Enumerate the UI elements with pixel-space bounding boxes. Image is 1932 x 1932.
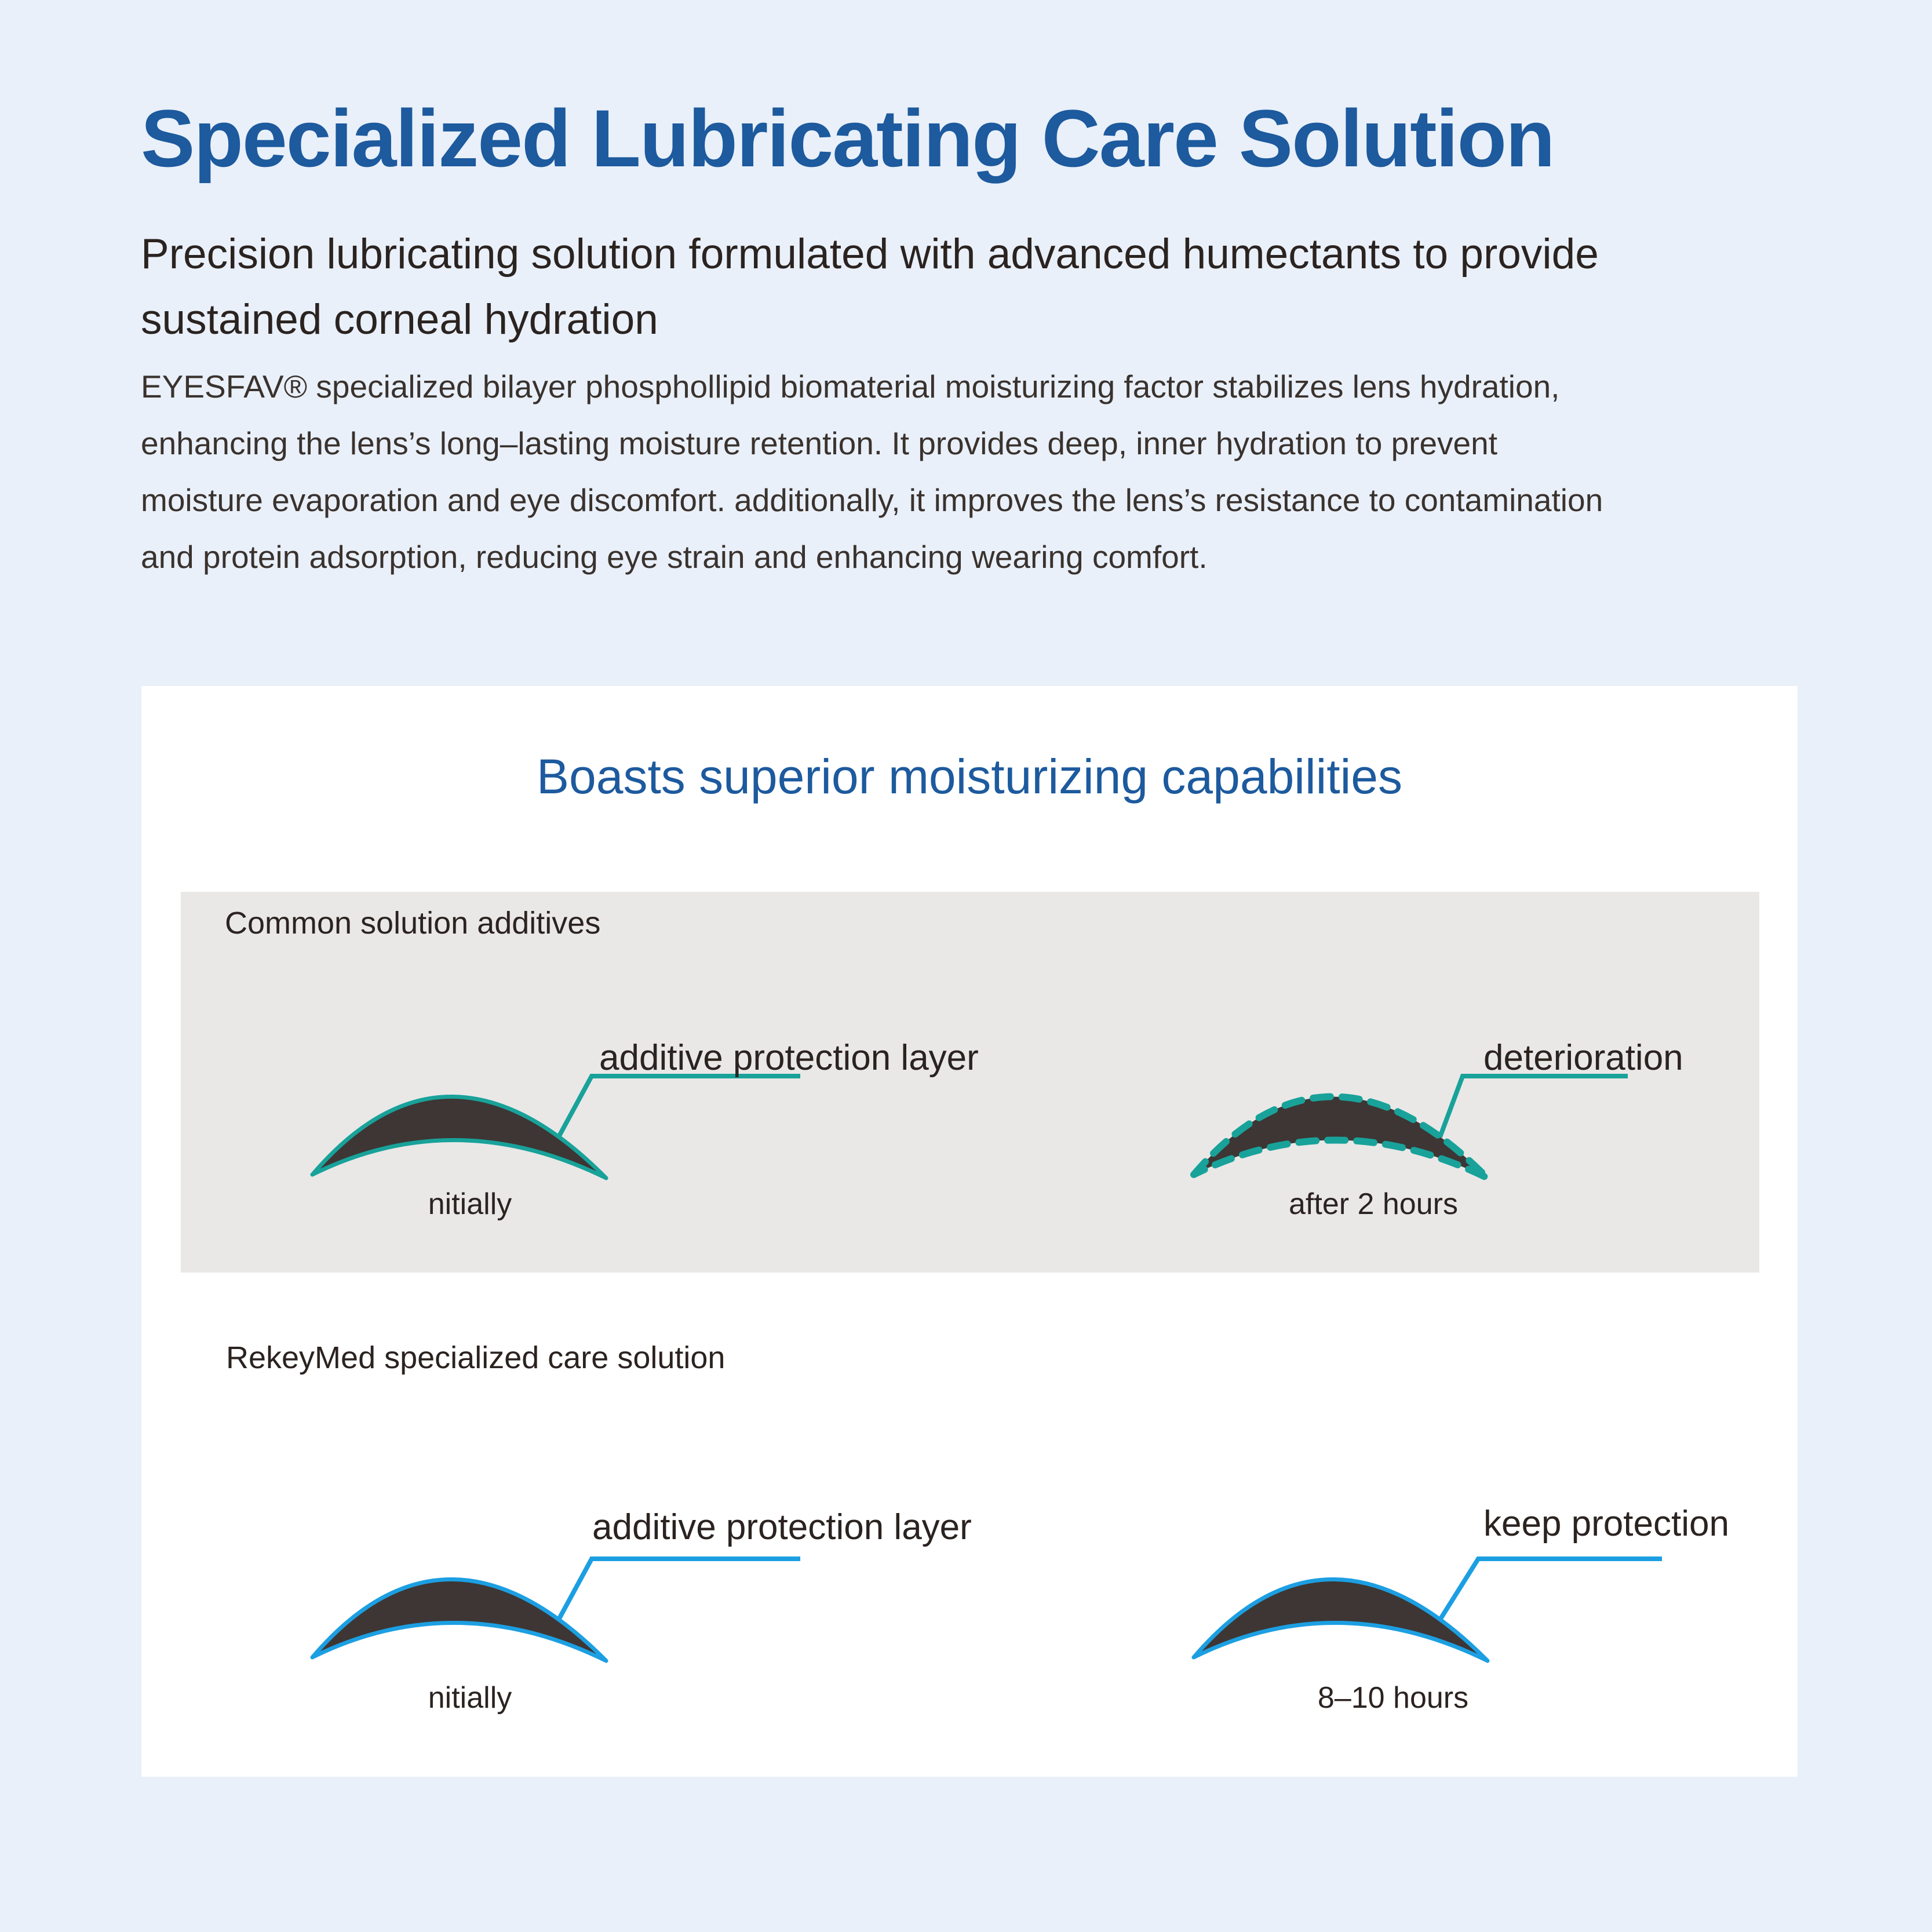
lens-shape	[1194, 1579, 1488, 1661]
callout-line	[559, 1559, 800, 1620]
callout-label-keep-protection: keep protection	[1483, 1504, 1729, 1544]
paragraph-line: and protein adsorption, reducing eye strain and enhancing wearing comfort.	[141, 539, 1208, 575]
moisturizing-card	[141, 686, 1798, 1777]
callout-line	[1440, 1076, 1628, 1137]
callout-label-additive-protection-layer: additive protection layer	[592, 1507, 972, 1547]
lens-shape	[312, 1096, 606, 1178]
page-subtitle	[141, 221, 1599, 352]
subtitle-line: sustained corneal hydration	[141, 296, 658, 343]
common-additives-label: Common solution additives	[225, 906, 601, 941]
caption-after-2-hours: after 2 hours	[1289, 1187, 1458, 1221]
callout-label-deterioration: deterioration	[1483, 1038, 1683, 1078]
intro-paragraph	[141, 358, 1603, 585]
caption-8-10-hours: 8–10 hours	[1317, 1681, 1469, 1715]
callout-line	[559, 1076, 800, 1137]
page-title: Specialized Lubricating Care Solution	[141, 93, 1554, 184]
subtitle-line: Precision lubricating solution formulated with advanced humectants to provide	[141, 231, 1599, 278]
paragraph-line: enhancing the lens’s long–lasting moisture retention. It provides deep, inner hydration to prevent	[141, 425, 1498, 461]
lens-shape	[1194, 1096, 1488, 1178]
paragraph-line: EYESFAV® specialized bilayer phosphollipid biomaterial moisturizing factor stabilizes lens hydration,	[141, 369, 1560, 404]
caption-initially: nitially	[428, 1187, 512, 1221]
card-title: Boasts superior moisturizing capabilities	[537, 749, 1402, 804]
lens-shape	[312, 1579, 606, 1661]
caption-initially: nitially	[428, 1681, 512, 1715]
paragraph-line: moisture evaporation and eye discomfort. additionally, it improves the lens’s resistance to contamination	[141, 482, 1603, 518]
callout-label-additive-protection-layer: additive protection layer	[599, 1038, 979, 1078]
specialized-solution-label: RekeyMed specialized care solution	[226, 1340, 726, 1375]
callout-line	[1440, 1559, 1662, 1620]
